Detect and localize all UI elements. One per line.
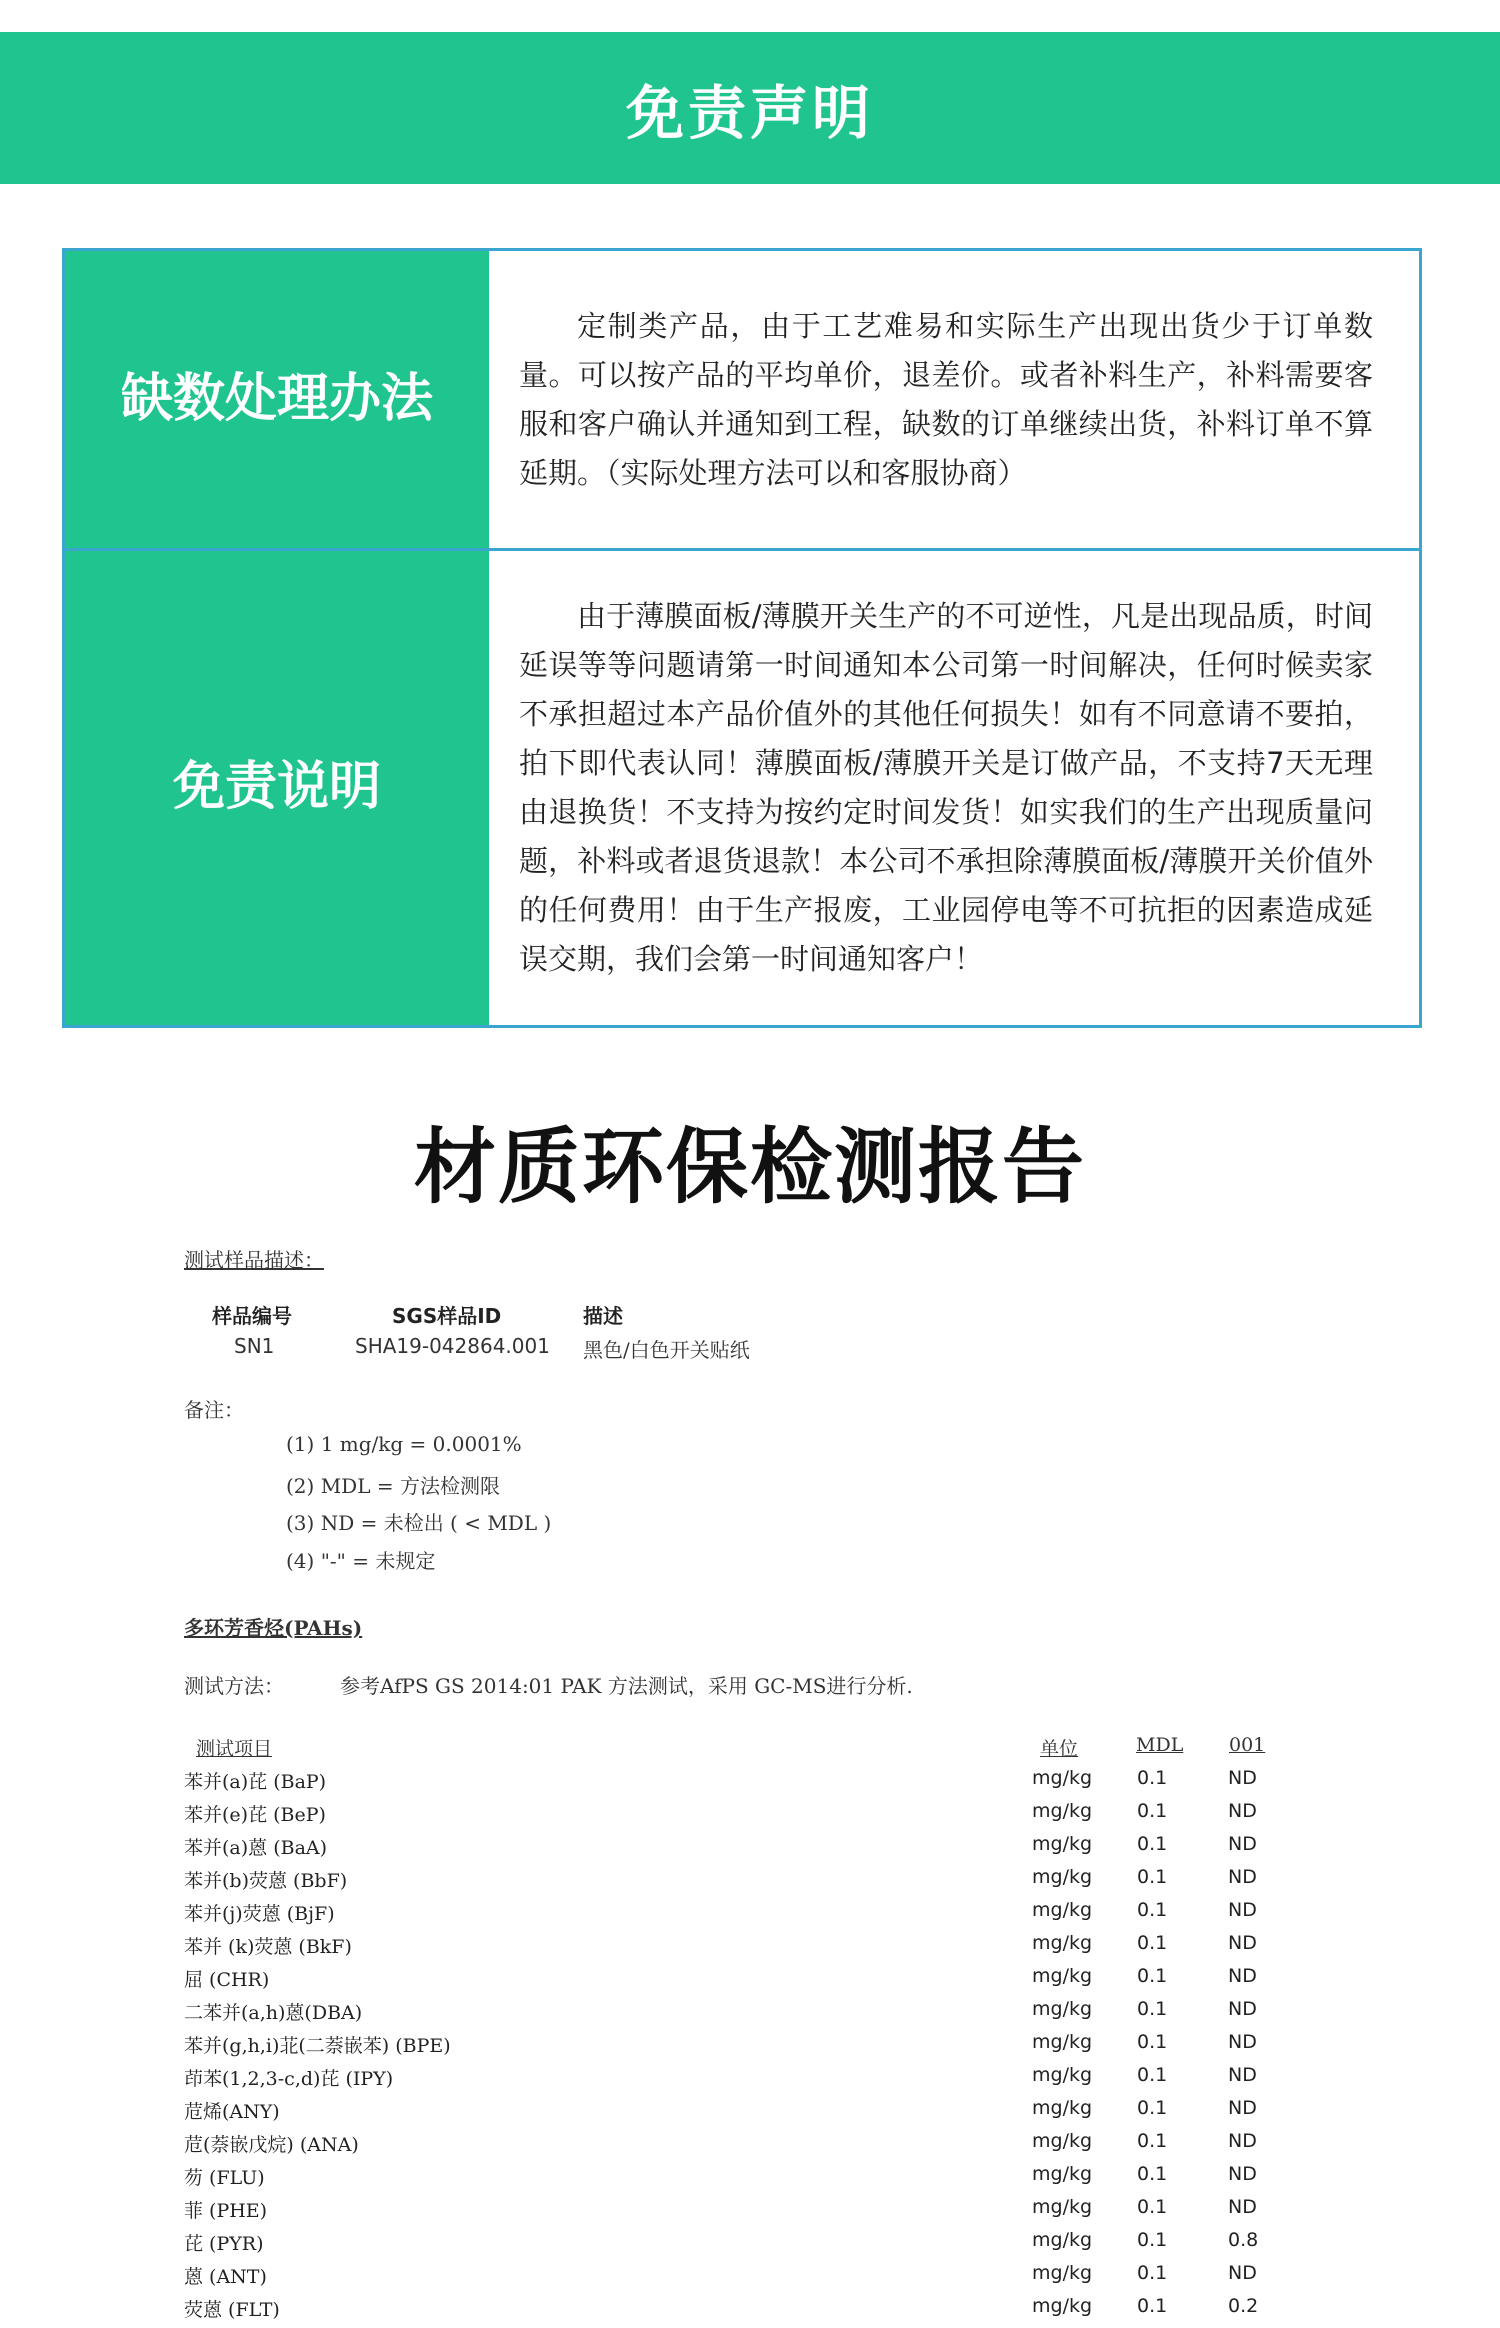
cell-result: ND: [1228, 1833, 1257, 1855]
cell-unit: mg/kg: [1032, 2196, 1093, 2218]
cell-result: ND: [1228, 1800, 1257, 1822]
cell-result: ND: [1228, 1899, 1257, 1921]
cell-mdl: 0.1: [1137, 2130, 1168, 2152]
cell-mdl: 0.1: [1137, 1866, 1168, 1888]
cell-result: ND: [1228, 2130, 1257, 2152]
cell-unit: mg/kg: [1032, 2262, 1093, 2284]
cell-result: ND: [1228, 1998, 1257, 2020]
table-row: [184, 1998, 1284, 2031]
disclaimer-banner: [0, 32, 1500, 184]
report-title: 材质环保检测报告: [413, 1120, 1086, 1215]
cell-unit: mg/kg: [1032, 1998, 1093, 2020]
disclaimer-row-liability: [65, 551, 1419, 1025]
cell-item: 荧蒽 (FLT): [184, 2299, 280, 2321]
cell-unit: mg/kg: [1032, 1866, 1093, 1888]
table-row: [184, 2031, 1284, 2064]
cell-mdl: 0.1: [1137, 1899, 1168, 1921]
table-row: [184, 1833, 1284, 1866]
table-row: [184, 2262, 1284, 2295]
sample-no: SN1: [234, 1334, 275, 1358]
table-row: [184, 1965, 1284, 1998]
disclaimer-row-shortage: [65, 251, 1419, 551]
cell-result: ND: [1228, 1932, 1257, 1954]
note-item: (4) "-" = 未规定: [286, 1549, 436, 1573]
cell-item: 苊烯(ANY): [184, 2101, 280, 2123]
cell-mdl: 0.1: [1137, 2163, 1168, 2185]
cell-item: 苯并(b)荧蒽 (BbF): [184, 1870, 348, 1892]
cell-mdl: 0.1: [1137, 2196, 1168, 2218]
sample-id-header: SGS样品ID: [392, 1304, 502, 1328]
cell-result: ND: [1228, 2196, 1257, 2218]
cell-item: 芘 (PYR): [184, 2233, 264, 2255]
pah-section-title: 多环芳香烃(PAHs): [184, 1616, 363, 1640]
cell-result: ND: [1228, 2163, 1257, 2185]
cell-mdl: 0.1: [1137, 2097, 1168, 2119]
table-row: [184, 1767, 1284, 1800]
cell-unit: mg/kg: [1032, 1833, 1093, 1855]
cell-mdl: 0.1: [1137, 2229, 1168, 2251]
pah-results-table: [184, 1734, 1284, 2328]
cell-mdl: 0.1: [1137, 2031, 1168, 2053]
note-item: (2) MDL = 方法检测限: [286, 1474, 500, 1498]
row-heading: 缺数处理办法: [65, 251, 489, 548]
cell-result: 0.2: [1228, 2295, 1259, 2317]
row-text: 由于薄膜面板/薄膜开关生产的不可逆性，凡是出现品质，时间延误等等问题请第一时间通知本公司第一时间解决，任何时候卖家不承担超过本产品价值外的其他任何损失！如有不同意请不要拍，拍下即代表认同！薄膜面板/薄膜开关是订做产品，不支持7天无理由退换货！不支持为按约定时间发货！如实我们的生产出现质量问题，补料或者退货退款！本公司不承担除薄膜面板/薄膜开关价值外的任何费用！由于生产报废，工业园停电等不可抗拒的因素造成延误交期，我们会第一时间通知客户！: [519, 599, 1373, 976]
cell-item: 苯并(a)蒽 (BaA): [184, 1837, 328, 1859]
table-body: [184, 1767, 1284, 2328]
cell-result: ND: [1228, 2097, 1257, 2119]
sample-id: SHA19-042864.001: [355, 1334, 550, 1358]
row-body: [489, 551, 1419, 1025]
table-row: [184, 2097, 1284, 2130]
cell-item: 蒽 (ANT): [184, 2266, 267, 2288]
cell-item: 芴 (FLU): [184, 2167, 265, 2189]
cell-mdl: 0.1: [1137, 1998, 1168, 2020]
cell-unit: mg/kg: [1032, 2097, 1093, 2119]
cell-mdl: 0.1: [1137, 2064, 1168, 2086]
cell-result: ND: [1228, 1767, 1257, 1789]
header-unit: 单位: [1040, 1738, 1079, 1760]
table-row: [184, 2163, 1284, 2196]
row-body: [489, 251, 1419, 548]
cell-mdl: 0.1: [1137, 1932, 1168, 1954]
cell-mdl: 0.1: [1137, 2295, 1168, 2317]
cell-result: ND: [1228, 1965, 1257, 1987]
row-heading: 免责说明: [65, 551, 489, 1025]
cell-result: ND: [1228, 2262, 1257, 2284]
note-item: (3) ND = 未检出 ( < MDL ): [286, 1511, 552, 1535]
cell-mdl: 0.1: [1137, 1767, 1168, 1789]
table-row: [184, 1800, 1284, 1833]
notes-label: 备注：: [184, 1398, 244, 1422]
cell-unit: mg/kg: [1032, 1965, 1093, 1987]
cell-result: ND: [1228, 2064, 1257, 2086]
cell-item: 屈 (CHR): [184, 1969, 270, 1991]
table-row: [184, 2064, 1284, 2097]
table-header: [184, 1734, 1284, 1767]
cell-mdl: 0.1: [1137, 1800, 1168, 1822]
cell-item: 苊(萘嵌戊烷) (ANA): [184, 2134, 359, 2156]
cell-result: ND: [1228, 1866, 1257, 1888]
cell-item: 二苯并(a,h)蒽(DBA): [184, 2002, 363, 2024]
cell-unit: mg/kg: [1032, 2229, 1093, 2251]
cell-unit: mg/kg: [1032, 1899, 1093, 1921]
method-label: 测试方法：: [184, 1674, 284, 1698]
cell-unit: mg/kg: [1032, 2130, 1093, 2152]
cell-mdl: 0.1: [1137, 1965, 1168, 1987]
cell-item: 苯并(e)芘 (BeP): [184, 1804, 326, 1826]
table-row: [184, 1866, 1284, 1899]
table-row: [184, 2196, 1284, 2229]
cell-result: ND: [1228, 2031, 1257, 2053]
cell-item: 茚苯(1,2,3-c,d)芘 (IPY): [184, 2068, 394, 2090]
table-row: [184, 2130, 1284, 2163]
sample-desc: 黑色/白色开关贴纸: [583, 1338, 750, 1362]
table-row: [184, 2295, 1284, 2328]
method-text: 参考AfPS GS 2014:01 PAK 方法测试，采用 GC-MS进行分析.: [340, 1674, 913, 1698]
row-text: 定制类产品，由于工艺难易和实际生产出现出货少于订单数量。可以按产品的平均单价，退差价。或者补料生产，补料需要客服和客户确认并通知到工程，缺数的订单继续出货，补料订单不算延期。（实际处理方法可以和客服协商）: [519, 308, 1373, 490]
header-mdl: MDL: [1136, 1734, 1184, 1756]
sample-desc-header: 描述: [583, 1304, 623, 1328]
cell-unit: mg/kg: [1032, 1932, 1093, 1954]
disclaimer-table: [62, 248, 1422, 1028]
cell-item: 苯并(j)荧蒽 (BjF): [184, 1903, 335, 1925]
table-row: [184, 1899, 1284, 1932]
table-row: [184, 1932, 1284, 1965]
cell-result: 0.8: [1228, 2229, 1259, 2251]
table-row: [184, 2229, 1284, 2262]
cell-unit: mg/kg: [1032, 2163, 1093, 2185]
sample-desc-label: 测试样品描述：: [184, 1248, 324, 1272]
cell-mdl: 0.1: [1137, 2262, 1168, 2284]
banner-title: 免责声明: [625, 79, 874, 147]
cell-unit: mg/kg: [1032, 2031, 1093, 2053]
cell-item: 苯并(g,h,i)苝(二萘嵌苯) (BPE): [184, 2035, 451, 2057]
cell-unit: mg/kg: [1032, 1800, 1093, 1822]
note-item: (1) 1 mg/kg = 0.0001%: [286, 1432, 522, 1456]
sample-no-header: 样品编号: [212, 1304, 292, 1328]
cell-unit: mg/kg: [1032, 2064, 1093, 2086]
header-result: 001: [1229, 1734, 1266, 1756]
cell-mdl: 0.1: [1137, 1833, 1168, 1855]
cell-unit: mg/kg: [1032, 2295, 1093, 2317]
cell-item: 苯并(a)芘 (BaP): [184, 1771, 327, 1793]
header-item: 测试项目: [196, 1738, 273, 1760]
cell-item: 菲 (PHE): [184, 2200, 268, 2222]
cell-unit: mg/kg: [1032, 1767, 1093, 1789]
cell-item: 苯并 (k)荧蒽 (BkF): [184, 1936, 352, 1958]
